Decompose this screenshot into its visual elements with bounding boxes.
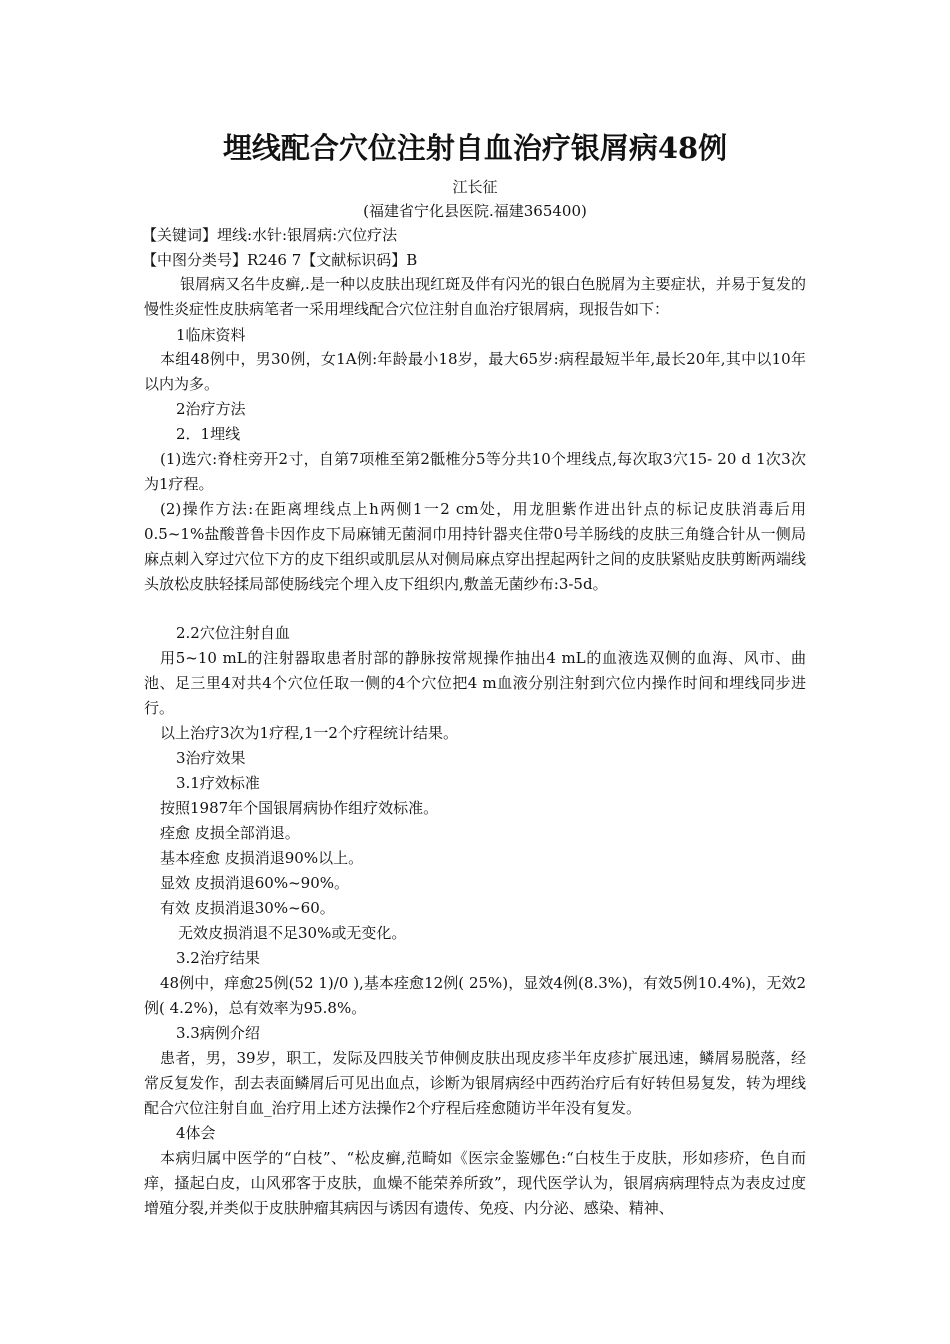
classification: 【中图分类号】R246 7【文献标识码】B [142,251,418,269]
criteria-ineffective: 无效皮损消退不足30%或无变化。 [178,924,407,942]
section-3-3-heading: 3.3病例介绍 [176,1024,260,1042]
section-2-1-paragraph-1: (1)选穴:脊柱旁开2寸，自第7项椎至第2骶椎分5等分共10个埋线点,每次取3穴15- 20 d 1次3次为1疗程。 [144,450,806,493]
section-3-3-paragraph: 患者，男，39岁，职工，发际及四肢关节伸侧皮肤出现皮疹半年皮疹扩展迅速，鳞屑易脱落，经常反复发作，刮去表面鳞屑后可见出血点，诊断为银屑病经中西药治疗后有好转但易复发，转为埋线配合穴位注射自血_治疗用上述方法操作2个疗程后痊愈随访半年没有复发。 [144,1049,806,1117]
criteria-line: 按照1987年个国银屑病协作组疗效标准。 [160,799,439,817]
criteria-cured: 痊愈 皮损全部消退。 [160,824,300,842]
author: 江长征 [452,178,498,196]
section-2-1-paragraph-2: (2)操作方法:在距离埋线点上h两侧1一2 cm处，用龙胆紫作进出针点的标记皮肤消毒后用0.5~1%盐酸普鲁卡因作皮下局麻铺无菌洞巾用持针器夹住带0号羊肠线的皮肤三角缝合针从一侧局麻点刺入穿过穴位下方的皮下组织或肌层从对侧局麻点穿出捏起两针之间的皮肤紧贴皮肤剪断两端线头放松皮肤轻揉局部使肠线完个埋入皮下组织内,敷盖无菌纱布:3-5d。 [144,500,806,593]
intro-paragraph: 银屑病又名牛皮癣,.是一种以皮肤出现红斑及伴有闪光的银白色脱屑为主要症状，并易于复发的慢性炎症性皮肤病笔者一采用埋线配合穴位注射自血治疗银屑病，现报告如下： [144,275,806,318]
section-4-heading: 4体会 [176,1124,216,1142]
affiliation: (福建省宁化县医院.福建365400) [363,202,587,220]
section-1-paragraph: 本组48例中，男30例，女1A例:年龄最小18岁，最大65岁:病程最短半年,最长20年,其中以10年以内为多。 [144,350,806,393]
article-title: 埋线配合穴位注射自血治疗银屑病48例 [222,131,728,165]
section-3-2-heading: 3.2治疗结果 [176,949,260,967]
criteria-basically-cured: 基本痊愈 皮损消退90%以上。 [160,849,364,867]
section-2-1-heading: 2．1埋线 [176,425,241,443]
keywords: 【关键词】埋线:水针:银屑病:穴位疗法 [142,226,398,244]
section-2-heading: 2治疗方法 [176,400,246,418]
criteria-effective: 有效 皮损消退30%~60。 [160,899,335,917]
section-3-2-paragraph: 48例中，痒愈25例(52 1)/0 ),基本痊愈12例( 25%)，显效4例(8.3%)，有效5例10.4%)，无效2例( 4.2%)，总有效率为95.8%。 [144,974,806,1017]
section-2-2-paragraph-2: 以上治疗3次为1疗程,1一2个疗程统计结果。 [160,724,458,742]
section-3-heading: 3治疗效果 [176,749,246,767]
section-4-paragraph: 本病归属中医学的“白枝”、“松皮癣,范畸如《医宗金鉴娜色:“白枝生于皮肤，形如疹疥，色自而痒，搔起白皮，山风邪客于皮肤，血燥不能荣养所致”，现代医学认为，银屑病病理特点为表皮过度增殖分裂,并类似于皮肤肿瘤其病因与诱因有遗传、免疫、内分泌、感染、精神、 [144,1149,806,1217]
section-3-1-heading: 3.1疗效标准 [176,774,260,792]
section-2-2-heading: 2.2穴位注射自血 [176,624,290,642]
section-1-heading: 1临床资料 [176,326,246,344]
section-2-2-paragraph-1: 用5~10 mL的注射器取患者肘部的静脉按常规操作抽出4 mL的血液选双侧的血海、风市、曲池、足三里4对共4个穴位任取一侧的4个穴位把4 m血液分别注射到穴位内操作时间和埋线同步进行。 [144,649,806,717]
criteria-marked: 显效 皮损消退60%~90%。 [160,874,350,892]
